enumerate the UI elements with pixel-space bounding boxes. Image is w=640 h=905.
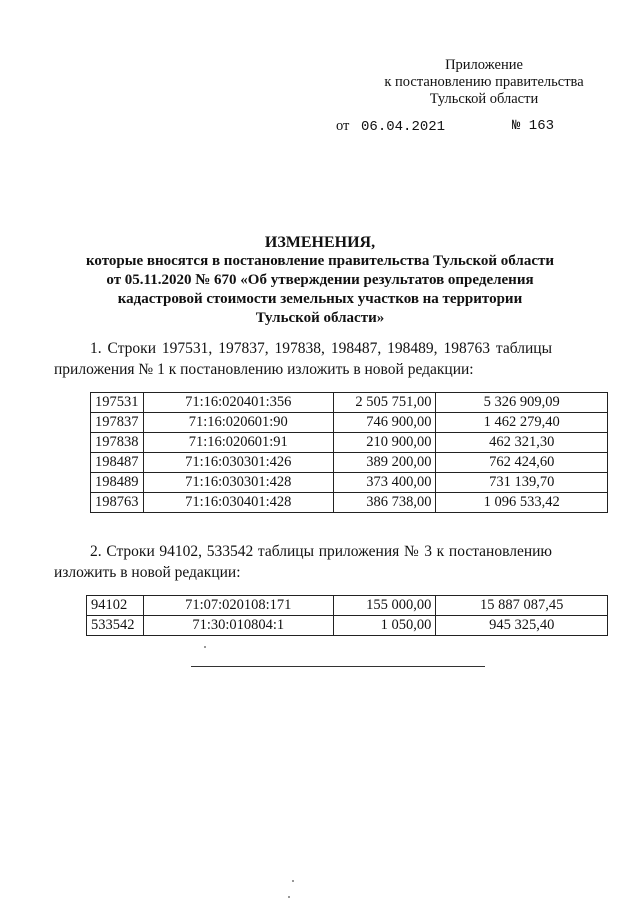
table-row bbox=[91, 413, 608, 433]
appendix-region-line: Тульской области bbox=[429, 91, 539, 107]
document-title bbox=[60, 233, 580, 328]
appendix-header bbox=[354, 57, 614, 108]
area-value-cell: 373 400,00 bbox=[333, 473, 436, 493]
date-line bbox=[336, 118, 445, 135]
cadastral-number-cell: 71:30:010804:1 bbox=[143, 616, 333, 636]
table-row bbox=[91, 433, 608, 453]
row-number-cell: 533542 bbox=[87, 616, 144, 636]
title-line-2: которые вносятся в постановление правительства Тульской области bbox=[85, 253, 555, 269]
cadastral-number-cell: 71:16:030301:428 bbox=[143, 473, 333, 493]
cadastral-cost-cell: 731 139,70 bbox=[436, 473, 608, 493]
closing-rule bbox=[191, 666, 485, 667]
row-number-cell: 197837 bbox=[91, 413, 144, 433]
scan-speck bbox=[204, 646, 206, 648]
area-value-cell: 210 900,00 bbox=[333, 433, 436, 453]
area-value-cell: 386 738,00 bbox=[333, 493, 436, 513]
table-row bbox=[91, 473, 608, 493]
cadastral-number-cell: 71:16:020601:90 bbox=[143, 413, 333, 433]
row-number-cell: 198763 bbox=[91, 493, 144, 513]
section-1-text: 1. Строки 197531, 197837, 197838, 198487, 198489, 198763 таблицы приложения № 1 к постановлению изложить в новой редакции: bbox=[54, 340, 552, 378]
row-number-cell: 94102 bbox=[87, 596, 144, 616]
row-number-cell: 197531 bbox=[91, 393, 144, 413]
area-value-cell: 1 050,00 bbox=[333, 616, 436, 636]
cadastral-cost-cell: 1 462 279,40 bbox=[436, 413, 608, 433]
cadastral-number-cell: 71:07:020108:171 bbox=[143, 596, 333, 616]
table-row bbox=[87, 596, 608, 616]
area-value-cell: 746 900,00 bbox=[333, 413, 436, 433]
area-value-cell: 389 200,00 bbox=[333, 453, 436, 473]
title-line-4: кадастровой стоимости земельных участков на территории bbox=[117, 291, 523, 307]
cadastral-cost-cell: 15 887 087,45 bbox=[436, 596, 608, 616]
appendix-resolution-line: к постановлению правительства bbox=[384, 74, 584, 90]
title-line-3: от 05.11.2020 № 670 «Об утверждении результатов определения bbox=[106, 272, 534, 288]
date-prefix: от bbox=[336, 118, 350, 134]
title-heading: ИЗМЕНЕНИЯ, bbox=[264, 234, 376, 251]
cadastral-cost-cell: 945 325,40 bbox=[436, 616, 608, 636]
table-row bbox=[91, 493, 608, 513]
row-number-cell: 198487 bbox=[91, 453, 144, 473]
area-value-cell: 2 505 751,00 bbox=[333, 393, 436, 413]
table-appendix-3 bbox=[86, 595, 608, 636]
scan-speck bbox=[288, 896, 290, 898]
cadastral-number-cell: 71:16:020401:356 bbox=[143, 393, 333, 413]
scan-speck bbox=[292, 880, 294, 882]
table-appendix-1 bbox=[90, 392, 608, 513]
cadastral-number-cell: 71:16:020601:91 bbox=[143, 433, 333, 453]
section-2-text: 2. Строки 94102, 533542 таблицы приложения № 3 к постановлению изложить в новой редакции: bbox=[54, 543, 552, 581]
row-number-cell: 197838 bbox=[91, 433, 144, 453]
appendix-label: Приложение bbox=[445, 57, 523, 73]
cadastral-cost-cell: 5 326 909,09 bbox=[436, 393, 608, 413]
cadastral-cost-cell: 462 321,30 bbox=[436, 433, 608, 453]
cadastral-number-cell: 71:16:030301:426 bbox=[143, 453, 333, 473]
table-row bbox=[91, 393, 608, 413]
cadastral-number-cell: 71:16:030401:428 bbox=[143, 493, 333, 513]
area-value-cell: 155 000,00 bbox=[333, 596, 436, 616]
table-row bbox=[91, 453, 608, 473]
table-row bbox=[87, 616, 608, 636]
row-number-cell: 198489 bbox=[91, 473, 144, 493]
title-line-5: Тульской области» bbox=[255, 310, 385, 326]
cadastral-cost-cell: 1 096 533,42 bbox=[436, 493, 608, 513]
resolution-number: № 163 bbox=[512, 118, 555, 134]
cadastral-cost-cell: 762 424,60 bbox=[436, 453, 608, 473]
resolution-date: 06.04.2021 bbox=[361, 119, 446, 135]
